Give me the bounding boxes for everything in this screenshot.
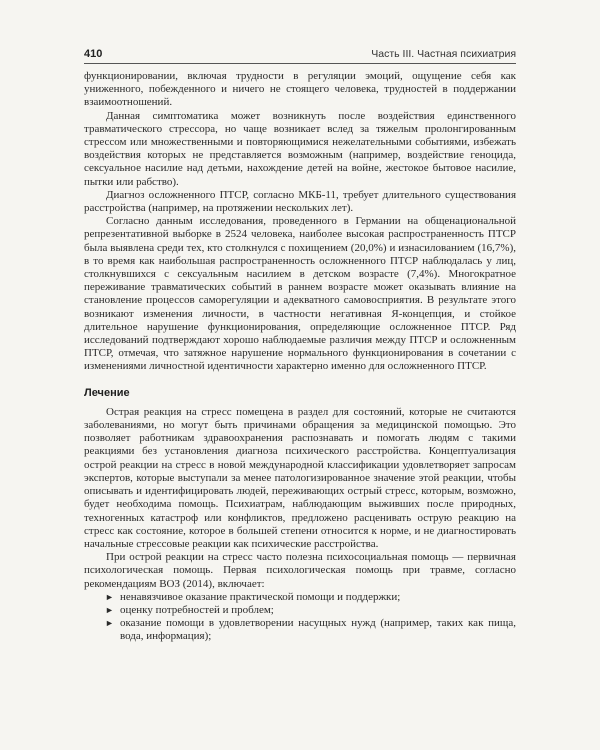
list-item-text: ненавязчивое оказание практической помощи и поддержки; — [120, 590, 401, 603]
bullet-list — [84, 591, 516, 644]
list-item — [105, 617, 516, 643]
header-rule — [84, 63, 516, 64]
page-header — [84, 44, 516, 60]
page-body — [84, 70, 516, 644]
list-item-text: оказание помощи в удовлетворении насущных нужд (например, таких как пища, вода, информация); — [120, 617, 516, 643]
paragraph: Данная симптоматика может возникнуть после воздействия единственного травматического стрессора, но чаще возникает вслед за тяжелым пролонгированным стрессом или множественными и повторяющимися нежелательными событиями, избежать воздействия которых не представляется возможным (например, воздействие геноцида, сексуальное насилие над детьми, нахождение детей на войне, жестокое бытовое насилие, пытки или рабство). — [84, 109, 516, 188]
paragraph-continued: функционировании, включая трудности в регуляции эмоций, ощущение себя как униженного, побежденного и ничего не стоящего человека, трудностей в поддержании взаимоотношений. — [84, 70, 516, 109]
running-head: Часть III. Частная психиатрия — [371, 48, 516, 60]
paragraph: При острой реакции на стресс часто полезна психосоциальная помощь — первичная психологическая помощь. Первая психологическая помощь при травме, согласно рекомендациям ВОЗ (2014), включает: — [84, 551, 516, 590]
paragraph: Согласно данным исследования, проведенного в Германии на общенациональной репрезентативной выборке в 2524 человека, наиболее высокая распространенность ПТСР была выявлена среди тех, кто столкнулся с похищением (20,0%) и изнасилованием (16,7%), в то время как наибольшая распространенность осложненного ПТСР наблюдалась у лиц, столкнувшихся с сексуальным насилием в детском возрасте (7,4%). Многократное переживание травматических событий в раннем возрасте может оказывать влияние на становление процессов саморегуляции и адекватного самовосприятия. В результате этого возникают изменения личности, в частности негативная Я-концепция, и стойкое длительное нарушение функционирования, определяющие осложненное ПТСР. Ряд исследований подтверждают хорошо наблюдаемые различия между ПТСР и осложненным ПТСР, отмечая, что затяжное нарушение нормального функционирования в сочетании с изменениями личностной идентичности характерно именно для осложненного ПТСР. — [84, 215, 516, 373]
bullet-triangle-icon: ► — [105, 604, 114, 615]
paragraph: Острая реакция на стресс помещена в раздел для состояний, которые не считаются заболеваниями, но могут быть причинами обращения за медицинской помощью. Это позволяет работникам здравоохранения распознавать и помогать людям с такими реакциями без установления диагноза психического расстройства. Концептуализация острой реакции на стресс в новой международной классификации удовлетворяет запросам экспертов, которые выступали за менее патологизированное значение этой реакции, чтобы описывать и идентифицировать людей, переживающих острый стресс, которым, возможно, будет необходима помощь. Психиатрам, наблюдающим выживших после природных, техногенных катастроф или конфликтов, предложено расценивать острую реакцию на стресс как состояние, которое в большей степени относится к норме, и не диагностировать начальные стрессовые реакции как психические расстройства. — [84, 405, 516, 550]
bullet-triangle-icon: ► — [105, 591, 114, 602]
bullet-triangle-icon: ► — [105, 618, 114, 629]
list-item — [105, 603, 516, 617]
page-number: 410 — [84, 48, 103, 60]
paragraph: Диагноз осложненного ПТСР, согласно МКБ-11, требует длительного существования расстройства (например, на протяжении нескольких лет). — [84, 188, 516, 215]
section-heading: Лечение — [84, 386, 130, 399]
list-item-text: оценку потребностей и проблем; — [120, 603, 274, 616]
list-item — [105, 590, 516, 604]
